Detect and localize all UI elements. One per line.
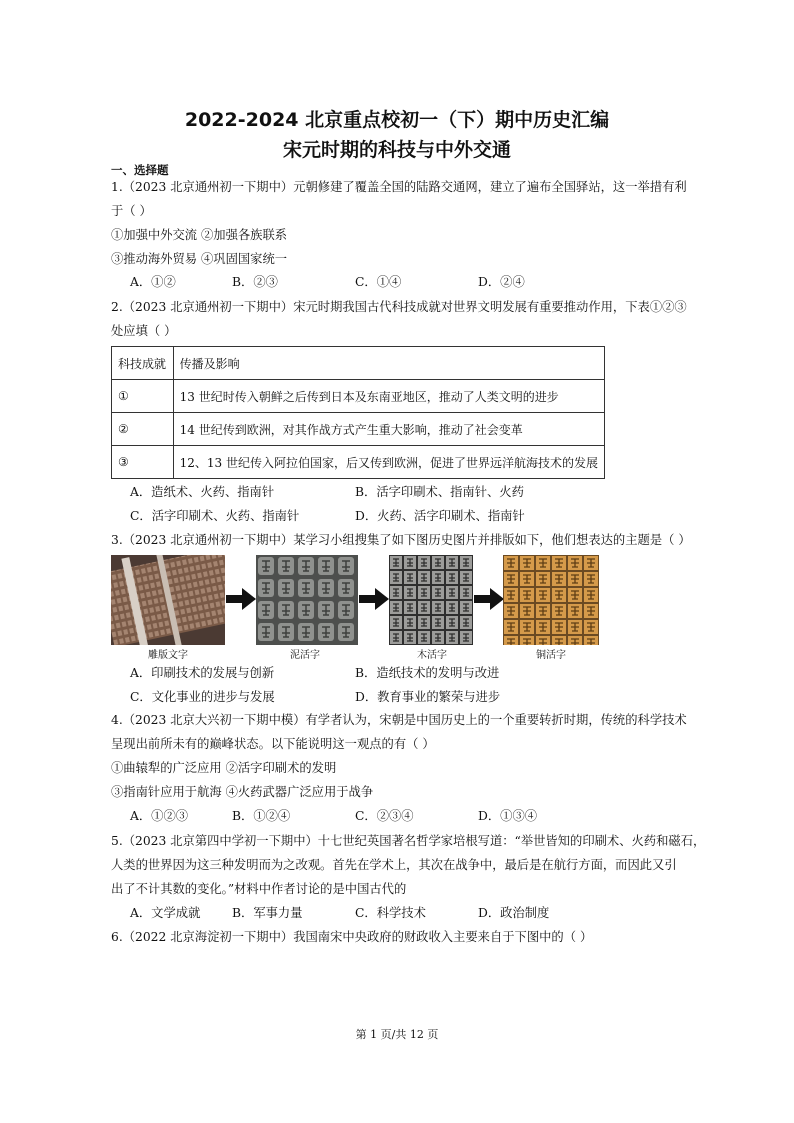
caption-clay-type: 泥活字: [290, 650, 320, 661]
q4-option-c: C．②③④: [355, 809, 414, 823]
q4-option-b: B．①②④: [232, 809, 291, 823]
q4-stem-line2: 呈现出前所未有的巅峰状态。以下能说明这一观点的有（ ）: [111, 737, 435, 751]
bronze-type-photo: [503, 555, 599, 645]
doc-subtitle: 宋元时期的科技与中外交通: [282, 139, 511, 161]
q3-option-a: A．印刷技术的发展与创新: [130, 666, 275, 680]
q2-option-c: C．活字印刷术、火药、指南针: [130, 509, 300, 523]
q3-option-c: C．文化事业的进步与发展: [130, 690, 275, 704]
page-number: 第 1 页/共 12 页: [355, 1028, 439, 1041]
q5-option-a: A．文学成就: [130, 906, 201, 920]
q5-stem-line3: 出了不计其数的变化。”材料中作者讨论的是中国古代的: [111, 882, 407, 896]
caption-woodblock: 雕版文字: [148, 650, 188, 661]
caption-wooden-type: 木活字: [417, 650, 447, 661]
q1-items-line1: ①加强中外交流 ②加强各族联系: [111, 228, 288, 242]
q5-option-b: B．军事力量: [232, 906, 303, 920]
q2-option-d: D．火药、活字印刷术、指南针: [355, 509, 525, 523]
table-header-cell: 科技成就: [112, 347, 174, 380]
q3-option-d: D．教育事业的繁荣与进步: [355, 690, 501, 704]
q4-option-a: A．①②③: [130, 809, 189, 823]
q2-option-a: A．造纸术、火药、指南针: [130, 485, 275, 499]
woodblock-printing-photo: [111, 555, 225, 645]
table-cell: ①: [112, 380, 174, 413]
q1-option-c: C．①④: [355, 275, 402, 289]
wooden-type-photo: [389, 555, 473, 645]
q2-stem-line1: 2.（2023 北京通州初一下期中）宋元时期我国古代科技成就对世界文明发展有重要推动作用，下表①②③: [111, 300, 687, 314]
q4-stem-line1: 4.（2023 北京大兴初一下期中模）有学者认为，宋朝是中国历史上的一个重要转折时期，传统的科学技术: [111, 713, 687, 727]
table-header-row: [112, 347, 605, 380]
q1-stem-line2: 于（ ）: [111, 204, 152, 218]
table-cell: ②: [112, 413, 174, 446]
arrow-right-icon: [474, 588, 504, 610]
q3-option-b: B．造纸技术的发明与改进: [355, 666, 500, 680]
q5-stem-line2: 人类的世界因为这三种发明而为之改观。首先在学术上，其次在战争中，最后是在航行方面，而因此又引: [111, 858, 677, 872]
q1-option-a: A．①②: [130, 275, 176, 289]
section-heading: 一、选择题: [111, 163, 169, 177]
q1-items-line2: ③推动海外贸易 ④巩固国家统一: [111, 252, 288, 266]
table-header-cell: 传播及影响: [173, 347, 604, 380]
q4-option-d: D．①③④: [478, 809, 538, 823]
q5-option-c: C．科学技术: [355, 906, 426, 920]
q5-option-d: D．政治制度: [478, 906, 550, 920]
q4-items-line1: ①曲辕犁的广泛应用 ②活字印刷术的发明: [111, 761, 337, 775]
arrow-right-icon: [359, 588, 389, 610]
q2-table: [111, 346, 605, 479]
doc-title: 2022-2024 北京重点校初一（下）期中历史汇编: [184, 109, 610, 131]
table-cell: 14 世纪传到欧洲，对其作战方式产生重大影响，推动了社会变革: [173, 413, 604, 446]
table-row: [112, 446, 605, 479]
q3-stem: 3.（2023 北京通州初一下期中）某学习小组搜集了如下图历史图片并排版如下，他们想表达的主题是（ ）: [111, 533, 691, 547]
table-row: [112, 380, 605, 413]
q6-stem: 6.（2022 北京海淀初一下期中）我国南宋中央政府的财政收入主要来自于下图中的（ ）: [111, 930, 593, 944]
q1-option-b: B．②③: [232, 275, 278, 289]
table-cell: 12、13 世纪传入阿拉伯国家，后又传到欧洲，促进了世界远洋航海技术的发展: [173, 446, 604, 479]
q2-stem-line2: 处应填（ ）: [111, 324, 177, 338]
arrow-right-icon: [226, 588, 256, 610]
table-cell: 13 世纪时传入朝鲜之后传到日本及东南亚地区，推动了人类文明的进步: [173, 380, 604, 413]
clay-type-photo: [256, 555, 358, 645]
table-cell: ③: [112, 446, 174, 479]
q1-option-d: D．②④: [478, 275, 525, 289]
q5-stem-line1: 5.（2023 北京第四中学初一下期中）十七世纪英国著名哲学家培根写道：“举世皆知的印刷术、火药和磁石，: [111, 834, 706, 848]
q4-items-line2: ③指南针应用于航海 ④火药武器广泛应用于战争: [111, 785, 374, 799]
table-row: [112, 413, 605, 446]
caption-bronze-type: 铜活字: [536, 650, 566, 661]
q1-stem-line1: 1.（2023 北京通州初一下期中）元朝修建了覆盖全国的陆路交通网，建立了遍布全国驿站，这一举措有利: [111, 180, 687, 194]
q2-option-b: B．活字印刷术、指南针、火药: [355, 485, 524, 499]
